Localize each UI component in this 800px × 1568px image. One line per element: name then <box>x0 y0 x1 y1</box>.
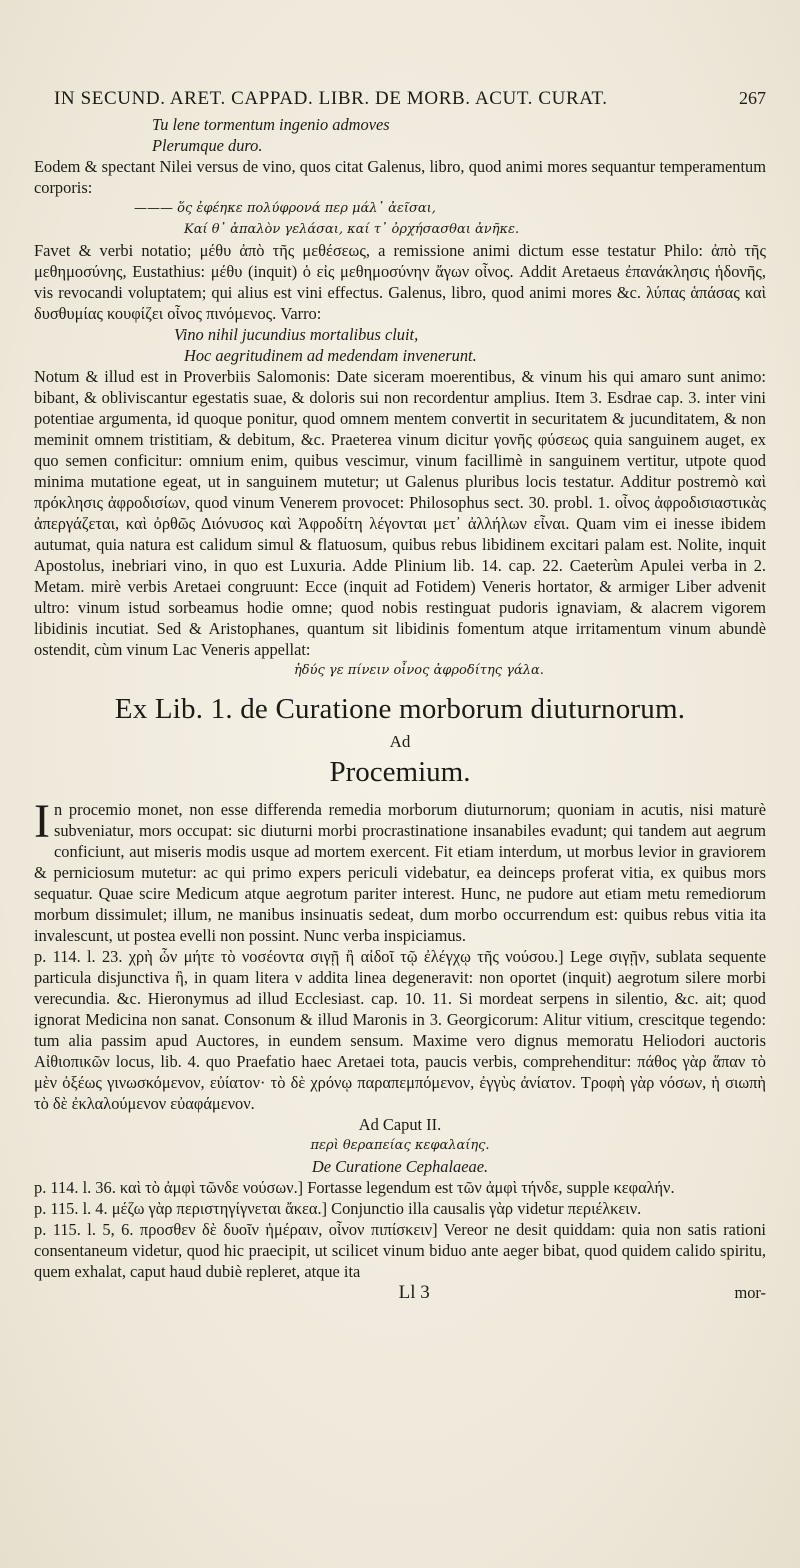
paragraph-nilei <box>34 156 766 198</box>
procemium-text: n procemio monet, non esse differenda remedia morborum diuturnorum; quoniam in acutis, nisi maturè subveniatur, mors occupat: sic diuturni morbi procrastinatione insanabiles evadunt; qui tandem aut aegrum conficiunt, aut miseris modis usque ad mortem exercent. Fit etiam interdum, ut morbus levior in graviorem & perniciosum mutetur: ac qui primo expers periculi videbatur, ea deinceps proferat vitia, ex quibus mors sequatur. Quae scire Medicum atque aegrotum pariter interest. Hunc, ne pudore aut etiam metu remediorum morbum dissimulet; illum, ne manibus insinuatis sedeat, dum morbo occurrendum est: quibus rebus vitia ita invalescunt, ut postea evelli non possint. Nunc verba inspiciamus. <box>34 800 766 945</box>
paragraph-favet <box>34 240 766 324</box>
annotation-note: p. 114. l. 36. καὶ τὸ ἀμφὶ τῶνδε νούσων.] Fortasse legendum est τῶν ἀμφὶ τήνδε, supple κεφαλήν. <box>34 1178 675 1197</box>
verse-line: Vino nihil jucundius mortalibus cluit, <box>174 325 419 344</box>
annotation-note: p. 115. l. 5, 6. προσθεν δὲ δυοῖν ἡμέραιν, οἶνον πιπίσκειν] Vereor ne desit quiddam: quia non satis rationi consentaneum videtur, quod hic praecipit, ut scilicet vinum biduo ante aeger bibat, quod quidem calido spiritu, quem exhalat, caput haud dubiè repleret, atque ita <box>34 1220 766 1281</box>
verse-line: Hoc aegritudinem ad medendam invenerunt. <box>184 346 477 365</box>
catchword: mor- <box>734 1283 766 1302</box>
annotation-note: p. 114. l. 23. χρὴ ὧν μήτε τὸ νοσέοντα σιγῇ ἢ αἰδοῖ τῷ ἐλέγχῳ τῆς νούσου.] Lege σιγῇν, sublata sequente particula disjunctiva ἢ, in quam litera ν addita linea degeneravit: non oportet (inquit) aegrotum silere morbi verecundia. &c. Hieronymus ad illud Ecclesiast. cap. 10. 11. Si mordeat serpens in silentio, &c. ait; quod ignorat Medicina non sanat. Consonum & illud Maronis in 3. Georgicorum: Alitur vitium, crescitque tegendo: tum alia passim apud Auctores, in eundem sensum. Maxime vero dignus memoratu Heliodori auctoris Αἰθιοπικῶν locus, lib. 4. quo Praefatio haec Aretaei tota, paucis verbis, comprehenditur: πάθος γὰρ ἅπαν τὸ μὲν ὀξέως γινωσκόμενον, εὐίατον· τὸ δὲ χρόνῳ παραπεμπόμενον, ἐγγὺς ἀνίατον. Τροφὴ γὰρ νόσων, ἡ σιωπὴ τὸ δὲ ἐκλαλούμενον εὐαφάμενον. <box>34 947 766 1113</box>
section-ad: Ad <box>389 732 411 751</box>
signature-mark: Ll 3 <box>398 1282 430 1303</box>
greek-quote: ἡδύς γε πίνειν οἶνος ἀφροδίτης γάλα. <box>294 663 544 678</box>
verse-line: Plerumque duro. <box>152 136 263 155</box>
greek-verse-line: Καί θ᾽ ἁπαλὸν γελάσαι, καί τ᾽ ὀρχήσασθαι ἀνῆκε. <box>184 222 520 237</box>
running-head <box>54 88 766 110</box>
procemium-paragraph <box>34 795 766 946</box>
caput-greek-title: περὶ θεραπείας κεφαλαίης. <box>310 1138 490 1153</box>
annotation-note: p. 115. l. 4. μέζω γὰρ περιστηγίγνεται ἄκεα.] Conjunctio illa causalis γὰρ videtur περιέλκειν. <box>34 1199 642 1218</box>
caput-heading: Ad Caput II. <box>358 1115 442 1134</box>
caput-latin-title: De Curatione Cephalaeae. <box>311 1157 489 1176</box>
page-footer <box>34 1282 766 1303</box>
page-number: 267 <box>739 88 766 108</box>
running-title: IN SECUND. ARET. CAPPAD. LIBR. DE MORB. ACUT. CURAT. <box>54 88 608 109</box>
section-title: Ex Lib. 1. de Curatione morborum diuturnorum. <box>114 693 686 725</box>
paragraph-notum <box>34 366 766 660</box>
paragraph-text: Notum & illud est in Proverbiis Salomonis: Date siceram moerentibus, & vinum his qui amaro sunt animo: bibant, & obliviscantur egestatis suae, & doloris sui non recordentur amplius. Item 3. Esdrae cap. 3. inter vini potentiae argumenta, id quoque ponitur, quod omnem mentem convertit in securitatem & jucunditatem, & non meminit omnem tristitiam, & debitum, &c. Praeterea vinum dicitur γονῆς φύσεως quia sanguinem auget, ex quo semen conficitur: omnium enim, quibus vescimur, vinum facillimè in sanguinem vertitur, utpote quod minima mutatione egeat, ut in sanguinem mutetur; ut Galenus pluribus locis testatur. Additur postremò καὶ πρόκλησις ἀφροδισίων, quod vinum Venerem provocet: Philosophus sect. 30. probl. 1. οἶνος ἀφροδισιαστικὰς ἀπεργάζεται, καὶ ὀρθῶς Διόνυσος καὶ Ἀφροδίτη λέγονται μετ᾽ ἀλλήλων εἶναι. Quam vim ei inesse ibidem autumat, quia natura est calidum simul & flatuosum, quibus rebus libidinem excitari palam est. Nolite, inquit Apostolus, inebriari vino, in quo est Luxuria. Adde Plinium lib. 14. cap. 22. Caeterùm Apulei verba in 2. Metam. mirè verbis Aretaei congruunt: Ecce (inquit ad Fotidem) Veneris hortator, & armiger Liber advenit ultro: vinum istud sorbeamus hodie omne; quod nobis restinguat pudoris ignaviam, & alacrem vigorem libidinis incutiat. Sed & Aristophanes, quantum sit libidinis fomentum atque irritamentum vinum abundè ostendit, cùm vinum Lac Veneris appellat: <box>34 367 766 659</box>
section-subtitle: Procemium. <box>329 756 471 788</box>
drop-cap: I <box>34 795 50 848</box>
verse-line: Tu lene tormentum ingenio admoves <box>152 115 390 134</box>
paragraph-text: Eodem & spectant Nilei versus de vino, quos citat Galenus, libro, quod animi mores sequantur temperamentum corporis: <box>34 157 766 197</box>
paragraph-text: Favet & verbi notatio; μέθυ ἀπὸ τῆς μεθέσεως, a remissione animi dictum esse testatur Philo: ἀπὸ τῆς μεθημοσύνης, Eustathius: μέθυ (inquit) ὁ εἰς μεθημοσύνην ἄγων οἶνος. Addit Aretaeus ἐπανάκλησις ἡδονῆς, vis revocandi voluptatem; qui alius est vini effectus. Galenus, libro, quod animi mores &c. λύπας ἁπάσας καὶ δυσθυμίας κουφίζει οἶνος πινόμενος. Varro: <box>34 241 766 323</box>
greek-verse-line: ——— ὅς ἐφέηκε πολύφρονά περ μάλ᾽ ἀεῖσαι, <box>134 201 436 216</box>
